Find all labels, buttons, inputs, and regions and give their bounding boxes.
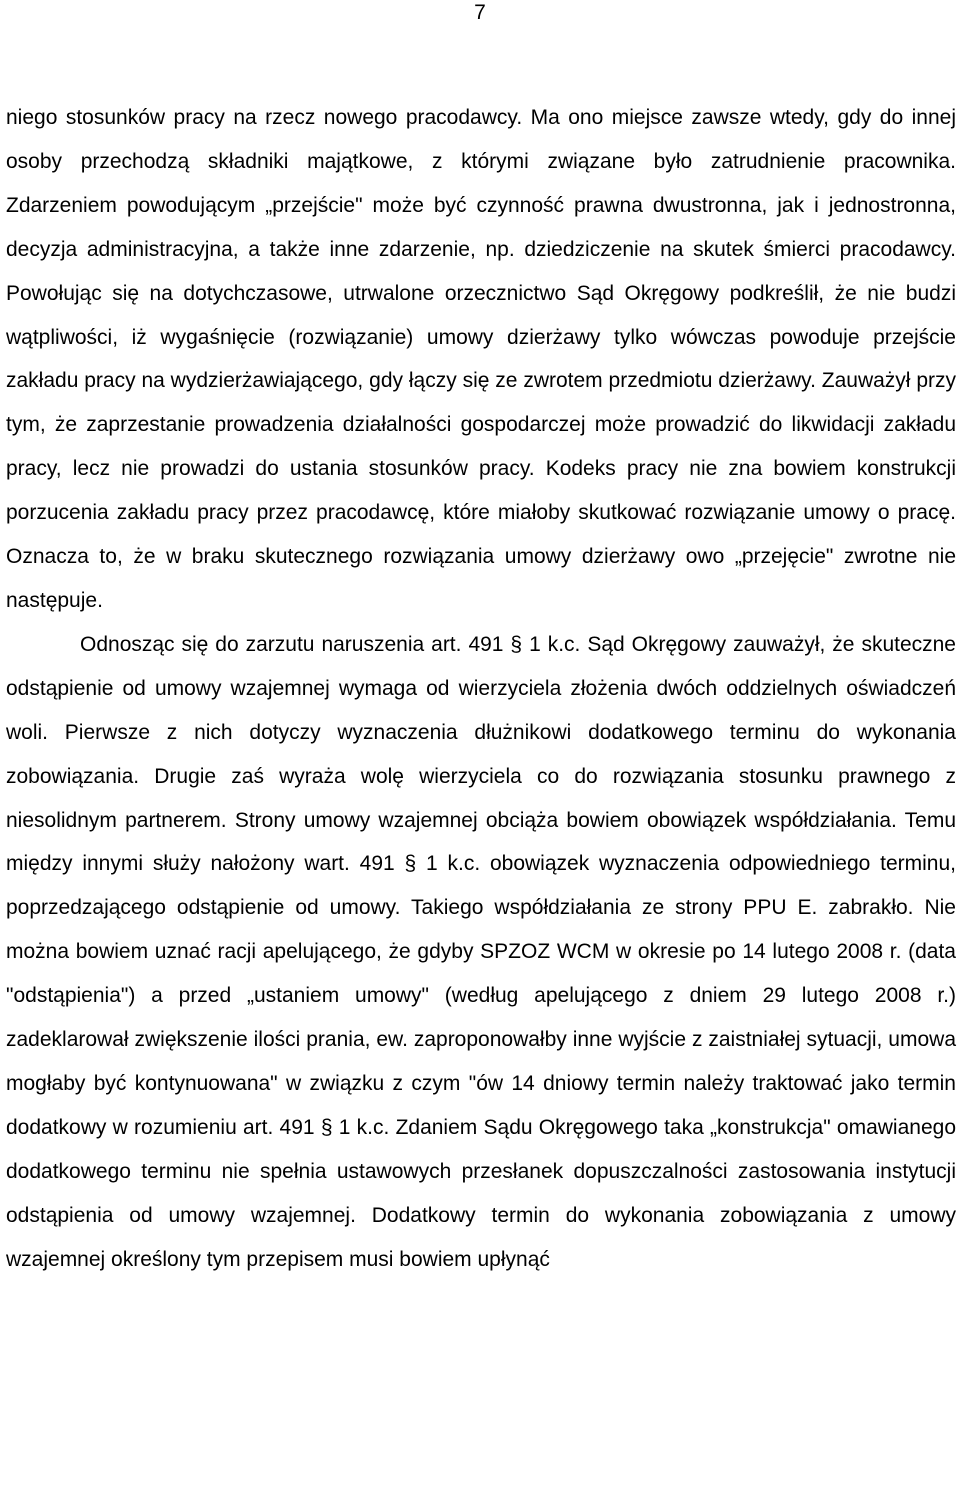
paragraph-continuation: niego stosunków pracy na rzecz nowego pracodawcy. Ma ono miejsce zawsze wtedy, gdy do innej osoby przechodzą składniki majątkowe, z którymi związane było zatrudnienie pracownika. Zdarzeniem powodującym „przejście" może być czynność prawna dwustronna, jak i jednostronna, decyzja administracyjna, a także inne zdarzenie, np. dziedziczenie na skutek śmierci pracodawcy. Powołując się na dotychczasowe, utrwalone orzecznictwo Sąd Okręgowy podkreślił, że nie budzi wątpliwości, iż wygaśnięcie (rozwiązanie) umowy dzierżawy tylko wówczas powoduje przejście zakładu pracy na wydzierżawiającego, gdy łączy się ze zwrotem przedmiotu dzierżawy. Zauważył przy tym, że zaprzestanie prowadzenia działalności gospodarczej może prowadzić do likwidacji zakładu pracy, lecz nie prowadzi do ustania stosunków pracy. Kodeks pracy nie zna bowiem konstrukcji porzucenia zakładu pracy przez pracodawcę, które miałoby skutkować rozwiązanie umowy o pracę. Oznacza to, że w braku skutecznego rozwiązania umowy dzierżawy owo „przejęcie" zwrotne nie następuje.: [6, 106, 956, 612]
paragraph-art-491: Odnosząc się do zarzutu naruszenia art. 491 § 1 k.c. Sąd Okręgowy zauważył, że skuteczne odstąpienie od umowy wzajemnej wymaga od wierzyciela złożenia dwóch oddzielnych oświadczeń woli. Pierwsze z nich dotyczy wyznaczenia dłużnikowi dodatkowego terminu do wykonania zobowiązania. Drugie zaś wyraża wolę wierzyciela co do rozwiązania stosunku prawnego z niesolidnym partnerem. Strony umowy wzajemnej obciąża bowiem obowiązek współdziałania. Temu między innymi służy nałożony wart. 491 § 1 k.c. obowiązek wyznaczenia odpowiedniego terminu, poprzedzającego odstąpienie od umowy. Takiego współdziałania ze strony PPU E. zabrakło. Nie można bowiem uznać racji apelującego, że gdyby SPZOZ WCM w okresie po 14 lutego 2008 r. (data "odstąpienia") a przed „ustaniem umowy" (według apelującego z dniem 29 lutego 2008 r.) zadeklarował zwiększenie ilości prania, ew. zaproponowałby inne wyjście z zaistniałej sytuacji, umowa mogłaby być kontynuowana" w związku z czym "ów 14 dniowy termin należy traktować jako termin dodatkowy w rozumieniu art. 491 § 1 k.c. Zdaniem Sądu Okręgowego taka „konstrukcja" omawianego dodatkowego terminu nie spełnia ustawowych przesłanek dopuszczalności zastosowania instytucji odstąpienia od umowy wzajemnej. Dodatkowy termin do wykonania zobowiązania z umowy wzajemnej określony tym przepisem musi bowiem upłynąć: [6, 632, 956, 1271]
document-body: [6, 96, 956, 1281]
page-number: 7: [474, 1, 486, 24]
